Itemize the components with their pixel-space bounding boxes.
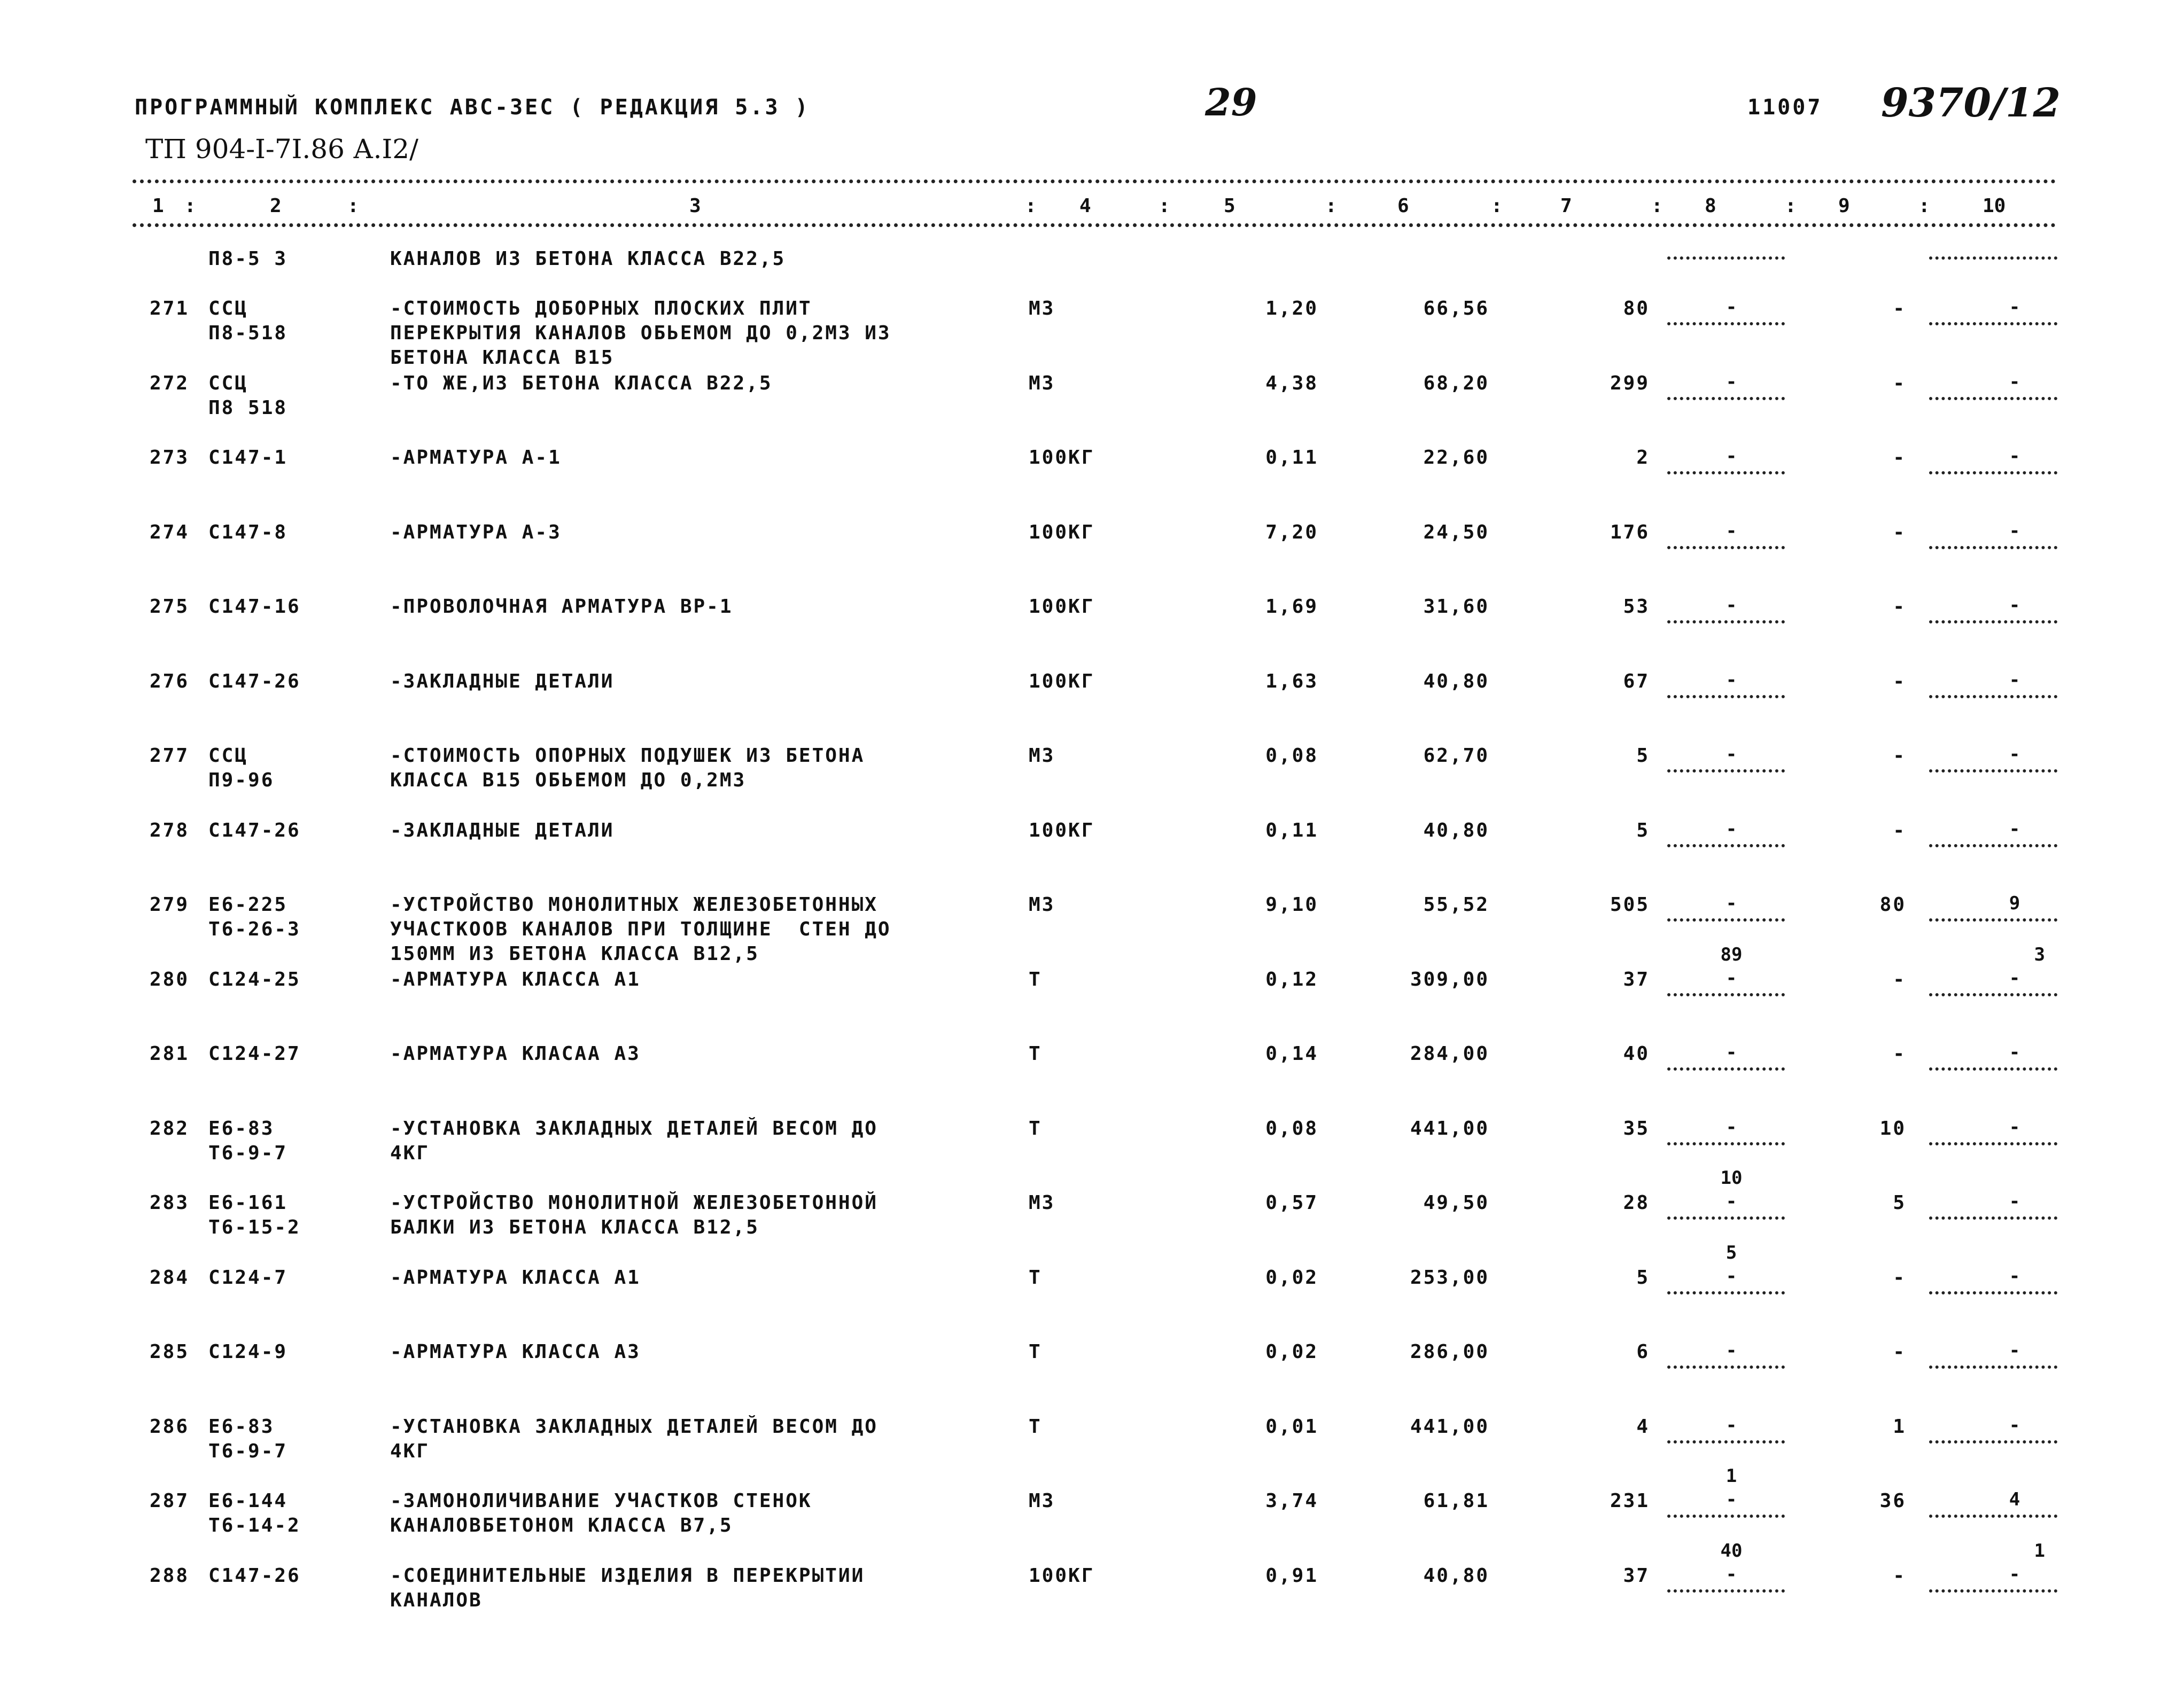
column-10-dash-line [1929, 1216, 2057, 1220]
work-description: -СОЕДИНИТЕЛЬНЫЕ ИЗДЕЛИЯ В ПЕРЕКРЫТИИ КАНАЛОВ [390, 1564, 865, 1611]
unit-of-measure: Т [1029, 1266, 1042, 1289]
column-8-value: - [1726, 1265, 1737, 1287]
column-9-value: - [1893, 596, 1906, 618]
column-9-value: 1 [1893, 1415, 1906, 1438]
col-separator: : [184, 195, 196, 217]
row-number: 275 [150, 596, 190, 618]
column-10-value: - [2009, 669, 2020, 691]
work-description: -АРМАТУРА КЛАССА А1 [390, 1266, 641, 1289]
column-8-value: - [1726, 893, 1737, 914]
total-cost: 176 [1610, 521, 1650, 543]
column-8-dash-line [1667, 1291, 1785, 1294]
work-description: -ТО ЖЕ,ИЗ БЕТОНА КЛАССА В22,5 [390, 372, 773, 394]
column-8-dash-line [1667, 322, 1785, 325]
quantity: 4,38 [1265, 372, 1318, 394]
unit-of-measure: 100КГ [1029, 819, 1095, 841]
column-10-dash-line [1929, 1291, 2057, 1294]
total-cost: 5 [1636, 1266, 1650, 1289]
column-8-dash-line [1667, 1589, 1785, 1593]
norm-code: С147-26 [208, 1564, 301, 1587]
unit-of-measure: Т [1029, 1043, 1042, 1065]
total-cost: 37 [1623, 1564, 1650, 1587]
norm-code: С124-7 [208, 1266, 288, 1289]
column-10-value: - [2009, 520, 2020, 542]
table-row [0, 595, 2184, 669]
row-number: 271 [150, 298, 190, 319]
column-10-dash-line [1929, 1142, 2057, 1145]
total-cost: 6 [1636, 1341, 1650, 1363]
norm-code: С147-26 [208, 819, 301, 841]
column-8-value: - [1726, 1116, 1737, 1138]
row-number: 273 [150, 447, 190, 469]
column-10-value: - [2009, 818, 2020, 840]
col-header-2: 2 [270, 195, 282, 217]
row-number: 274 [150, 521, 190, 543]
work-description: -АРМАТУРА А-3 [390, 521, 562, 543]
column-10-dash-line [1929, 695, 2057, 698]
work-description: -АРМАТУРА КЛАССА А3 [390, 1341, 641, 1363]
column-10-dash-line [1929, 1589, 2057, 1593]
row-number: 284 [150, 1266, 190, 1289]
column-9-value: - [1893, 298, 1906, 319]
col-separator: : [1918, 195, 1930, 217]
column-8-value: - [1726, 1042, 1737, 1063]
unit-of-measure: 100КГ [1029, 670, 1095, 692]
continuation-description: КАНАЛОВ ИЗ БЕТОНА КЛАССА В22,5 [390, 248, 786, 270]
norm-code: С124-27 [208, 1043, 301, 1065]
column-8-value: - [1726, 371, 1737, 393]
total-cost: 67 [1623, 670, 1650, 692]
work-description: -АРМАТУРА КЛАССА А1 [390, 968, 641, 990]
unit-price: 441,00 [1410, 1415, 1489, 1438]
unit-price: 309,00 [1410, 968, 1489, 990]
total-cost: 2 [1636, 447, 1650, 469]
work-description: -УСТРОЙСТВО МОНОЛИТНЫХ ЖЕЛЕЗОБЕТОННЫХ УЧАСТКООВ КАНАЛОВ ПРИ ТОЛЩИНЕ СТЕН ДО 150ММ ИЗ БЕТОНА КЛАССА В12,5 [390, 894, 891, 965]
unit-of-measure: 100КГ [1029, 1564, 1095, 1587]
unit-of-measure: 100КГ [1029, 447, 1095, 469]
unit-price: 40,80 [1423, 670, 1489, 692]
unit-of-measure: 100КГ [1029, 596, 1095, 618]
norm-code: С147-16 [208, 596, 301, 618]
unit-of-measure: Т [1029, 1117, 1042, 1140]
column-10-dash-line [1929, 471, 2057, 474]
work-description: -УСТАНОВКА ЗАКЛАДНЫХ ДЕТАЛЕЙ ВЕСОМ ДО 4КГ [390, 1415, 878, 1462]
quantity: 1,69 [1265, 596, 1318, 618]
column-9-value: - [1893, 1564, 1906, 1587]
column-9-value: - [1893, 968, 1906, 990]
column-9-value: - [1893, 1266, 1906, 1289]
row-number: 277 [150, 745, 190, 767]
col-header-3: 3 [689, 195, 701, 217]
quantity: 0,57 [1265, 1192, 1318, 1214]
column-8-upper: 10 [1720, 1167, 1743, 1189]
unit-of-measure: М3 [1029, 372, 1055, 394]
column-8-value: - [1726, 1340, 1737, 1361]
column-10-dash-line [1929, 1515, 2057, 1518]
unit-of-measure: М3 [1029, 1192, 1055, 1214]
column-10-dash-line [1929, 769, 2057, 773]
column-10-value: - [2009, 744, 2020, 765]
column-9-value: - [1893, 1043, 1906, 1065]
column-8-dash-line [1667, 993, 1785, 996]
column-9-value: - [1893, 670, 1906, 692]
column-8-dash-line [1667, 620, 1785, 623]
norm-code: С124-9 [208, 1341, 288, 1363]
quantity: 7,20 [1265, 521, 1318, 543]
table-row [0, 1415, 2184, 1489]
quantity: 0,11 [1265, 447, 1318, 469]
unit-price: 24,50 [1423, 521, 1489, 543]
column-8-value: - [1726, 818, 1737, 840]
col-separator: : [1785, 195, 1797, 217]
column-9-value: 10 [1879, 1117, 1906, 1140]
unit-of-measure: М3 [1029, 298, 1055, 319]
table-row [0, 1540, 2184, 1638]
norm-code: ССЦ П8-518 [208, 298, 288, 344]
column-8-upper: 89 [1720, 943, 1743, 965]
column-9-value: - [1893, 521, 1906, 543]
column-8-dash-line [1667, 1216, 1785, 1220]
total-cost: 37 [1623, 968, 1650, 990]
column-10-value: - [2009, 1563, 2020, 1585]
quantity: 3,74 [1265, 1490, 1318, 1512]
column-10-dash-line [1929, 1366, 2057, 1369]
column-8-dash-line [1667, 1366, 1785, 1369]
unit-price: 31,60 [1423, 596, 1489, 618]
column-10-dash-line [1929, 620, 2057, 623]
row-number: 283 [150, 1192, 190, 1214]
quantity: 0,91 [1265, 1564, 1318, 1587]
unit-price: 40,80 [1423, 819, 1489, 841]
table-row [0, 446, 2184, 520]
unit-price: 61,81 [1423, 1490, 1489, 1512]
work-description: -ЗАМОНОЛИЧИВАНИЕ УЧАСТКОВ СТЕНОК КАНАЛОВБЕТОНОМ КЛАССА В7,5 [390, 1490, 812, 1536]
table-row [0, 818, 2184, 893]
document-code: 11007 [1747, 95, 1823, 120]
column-8-value: - [1726, 967, 1737, 989]
norm-code: ССЦ П8 518 [208, 372, 288, 419]
project-stamp: ТП 904-I-7I.86 А.I2/ [145, 134, 418, 165]
column-10-upper: 1 [2034, 1540, 2045, 1562]
total-cost: 5 [1636, 745, 1650, 767]
table-row [0, 1340, 2184, 1415]
norm-code: С147-8 [208, 521, 288, 543]
work-description: -АРМАТУРА А-1 [390, 447, 562, 469]
column-10-value: 4 [2009, 1489, 2020, 1510]
column-8-dash-line [1667, 1440, 1785, 1443]
column-9-value: - [1893, 372, 1906, 394]
table-top-rule [133, 180, 2056, 183]
column-8-value: - [1726, 1489, 1737, 1510]
column-9-value: - [1893, 819, 1906, 841]
column-10-dash-line [1929, 546, 2057, 549]
table-row [0, 893, 2184, 967]
total-cost: 505 [1610, 894, 1650, 916]
row-number: 287 [150, 1490, 190, 1512]
unit-price: 284,00 [1410, 1043, 1489, 1065]
work-description: -УСТАНОВКА ЗАКЛАДНЫХ ДЕТАЛЕЙ ВЕСОМ ДО 4КГ [390, 1117, 878, 1164]
column-8-dash-line [1667, 844, 1785, 847]
table-row [0, 520, 2184, 595]
work-description: -ЗАКЛАДНЫЕ ДЕТАЛИ [390, 670, 615, 692]
column-8-value: - [1726, 296, 1737, 318]
col-header-8: 8 [1705, 195, 1716, 217]
unit-price: 55,52 [1423, 894, 1489, 916]
work-description: -АРМАТУРА КЛАСАА А3 [390, 1043, 641, 1065]
table-row [0, 296, 2184, 371]
unit-of-measure: 100КГ [1029, 521, 1095, 543]
col-header-1: 1 [152, 195, 164, 217]
column-10-dash-line [1929, 397, 2057, 400]
unit-of-measure: Т [1029, 1341, 1042, 1363]
program-header: ПРОГРАММНЫЙ КОМПЛЕКС АВС-3ЕС ( РЕДАКЦИЯ 5.3 ) [135, 95, 810, 120]
norm-code: С147-26 [208, 670, 301, 692]
row-number: 272 [150, 372, 190, 394]
column-10-value: 9 [2009, 893, 2020, 914]
quantity: 0,11 [1265, 819, 1318, 841]
column-10-value: - [2009, 1340, 2020, 1361]
col-separator: : [1651, 195, 1663, 217]
continuation-dash-8 [1667, 256, 1785, 260]
column-10-value: - [2009, 1191, 2020, 1212]
column-8-value: - [1726, 1191, 1737, 1212]
quantity: 9,10 [1265, 894, 1318, 916]
col-separator: : [1025, 195, 1037, 217]
table-row [0, 371, 2184, 446]
unit-of-measure: М3 [1029, 1490, 1055, 1512]
column-8-dash-line [1667, 546, 1785, 549]
norm-code: Е6-83 Т6-9-7 [208, 1415, 288, 1462]
work-description: -СТОИМОСТЬ ОПОРНЫХ ПОДУШЕК ИЗ БЕТОНА КЛАССА В15 ОБЬЕМОМ ДО 0,2М3 [390, 745, 865, 791]
column-10-value: - [2009, 595, 2020, 616]
unit-of-measure: М3 [1029, 894, 1055, 916]
column-10-upper: 3 [2034, 943, 2045, 965]
column-9-value: - [1893, 745, 1906, 767]
work-description: -ПРОВОЛОЧНАЯ АРМАТУРА ВР-1 [390, 596, 733, 618]
row-number: 288 [150, 1564, 190, 1587]
col-header-5: 5 [1224, 195, 1235, 217]
unit-price: 441,00 [1410, 1117, 1489, 1140]
norm-code: С124-25 [208, 968, 301, 990]
unit-price: 253,00 [1410, 1266, 1489, 1289]
page-number: 29 [1205, 80, 1257, 124]
col-header-6: 6 [1397, 195, 1409, 217]
column-9-value: 5 [1893, 1192, 1906, 1214]
row-number: 285 [150, 1341, 190, 1363]
column-8-dash-line [1667, 1067, 1785, 1071]
row-number: 281 [150, 1043, 190, 1065]
norm-code: ССЦ П9-96 [208, 745, 275, 791]
row-number: 279 [150, 894, 190, 916]
unit-price: 49,50 [1423, 1192, 1489, 1214]
unit-of-measure: Т [1029, 1415, 1042, 1438]
column-8-upper: 40 [1720, 1540, 1743, 1562]
column-10-dash-line [1929, 844, 2057, 847]
column-10-dash-line [1929, 322, 2057, 325]
column-8-value: - [1726, 446, 1737, 467]
norm-code: Е6-161 Т6-15-2 [208, 1192, 301, 1238]
quantity: 0,12 [1265, 968, 1318, 990]
column-10-value: - [2009, 1414, 2020, 1436]
column-9-value: - [1893, 1341, 1906, 1363]
column-10-value: - [2009, 1116, 2020, 1138]
unit-of-measure: М3 [1029, 745, 1055, 767]
column-10-dash-line [1929, 1067, 2057, 1071]
continuation-code: П8-5 3 [208, 248, 288, 270]
norm-code: Е6-225 Т6-26-3 [208, 894, 301, 940]
unit-price: 22,60 [1423, 447, 1489, 469]
column-8-dash-line [1667, 769, 1785, 773]
quantity: 0,08 [1265, 1117, 1318, 1140]
column-8-upper: 1 [1726, 1465, 1737, 1487]
column-8-dash-line [1667, 1142, 1785, 1145]
column-10-dash-line [1929, 993, 2057, 996]
column-10-value: - [2009, 296, 2020, 318]
work-description: -СТОИМОСТЬ ДОБОРНЫХ ПЛОСКИХ ПЛИТ ПЕРЕКРЫТИЯ КАНАЛОВ ОБЬЕМОМ ДО 0,2М3 ИЗ БЕТОНА КЛАССА В15 [390, 298, 891, 369]
column-10-dash-line [1929, 918, 2057, 922]
unit-price: 66,56 [1423, 298, 1489, 319]
quantity: 0,08 [1265, 745, 1318, 767]
quantity: 0,02 [1265, 1341, 1318, 1363]
column-10-value: - [2009, 1042, 2020, 1063]
norm-code: С147-1 [208, 447, 288, 469]
unit-price: 62,70 [1423, 745, 1489, 767]
column-10-value: - [2009, 1265, 2020, 1287]
total-cost: 53 [1623, 596, 1650, 618]
table-row [0, 1117, 2184, 1191]
handwritten-doc-number: 9370/12 [1881, 80, 2061, 126]
column-10-dash-line [1929, 1440, 2057, 1443]
col-separator: : [1491, 195, 1503, 217]
total-cost: 40 [1623, 1043, 1650, 1065]
col-header-10: 10 [1983, 195, 2006, 217]
unit-price: 40,80 [1423, 1564, 1489, 1587]
column-8-value: - [1726, 744, 1737, 765]
column-8-value: - [1726, 1563, 1737, 1585]
norm-code: Е6-144 Т6-14-2 [208, 1490, 301, 1536]
unit-price: 68,20 [1423, 372, 1489, 394]
column-9-value: 36 [1879, 1490, 1906, 1512]
total-cost: 5 [1636, 819, 1650, 841]
table-row [0, 1465, 2184, 1564]
col-header-9: 9 [1838, 195, 1850, 217]
col-separator: : [1325, 195, 1337, 217]
total-cost: 4 [1636, 1415, 1650, 1438]
row-number: 286 [150, 1415, 190, 1438]
work-description: -ЗАКЛАДНЫЕ ДЕТАЛИ [390, 819, 615, 841]
total-cost: 80 [1623, 298, 1650, 319]
col-separator: : [347, 195, 359, 217]
row-number: 282 [150, 1117, 190, 1140]
total-cost: 231 [1610, 1490, 1650, 1512]
column-8-dash-line [1667, 695, 1785, 698]
column-8-value: - [1726, 520, 1737, 542]
column-10-value: - [2009, 371, 2020, 393]
total-cost: 28 [1623, 1192, 1650, 1214]
column-8-dash-line [1667, 397, 1785, 400]
table-row [0, 1167, 2184, 1266]
unit-price: 286,00 [1410, 1341, 1489, 1363]
column-8-dash-line [1667, 1515, 1785, 1518]
table-row [0, 1042, 2184, 1117]
table-row [0, 744, 2184, 818]
table-row [0, 943, 2184, 1042]
total-cost: 299 [1610, 372, 1650, 394]
column-8-upper: 5 [1726, 1242, 1737, 1263]
quantity: 0,01 [1265, 1415, 1318, 1438]
row-number: 280 [150, 968, 190, 990]
table-row [0, 669, 2184, 744]
column-10-value: - [2009, 446, 2020, 467]
total-cost: 35 [1623, 1117, 1650, 1140]
column-8-dash-line [1667, 471, 1785, 474]
work-description: -УСТРОЙСТВО МОНОЛИТНОЙ ЖЕЛЕЗОБЕТОННОЙ БАЛКИ ИЗ БЕТОНА КЛАССА В12,5 [390, 1192, 878, 1238]
col-separator: : [1159, 195, 1170, 217]
quantity: 0,14 [1265, 1043, 1318, 1065]
column-8-value: - [1726, 595, 1737, 616]
quantity: 0,02 [1265, 1266, 1318, 1289]
unit-of-measure: Т [1029, 968, 1042, 990]
col-header-7: 7 [1560, 195, 1572, 217]
column-10-value: - [2009, 967, 2020, 989]
row-number: 278 [150, 819, 190, 841]
row-number: 276 [150, 670, 190, 692]
table-header-rule [133, 223, 2056, 227]
quantity: 1,63 [1265, 670, 1318, 692]
continuation-dash-10 [1929, 256, 2057, 260]
column-9-value: 80 [1879, 894, 1906, 916]
table-row [0, 1242, 2184, 1340]
column-9-value: - [1893, 447, 1906, 469]
norm-code: Е6-83 Т6-9-7 [208, 1117, 288, 1164]
column-8-value: - [1726, 669, 1737, 691]
quantity: 1,20 [1265, 298, 1318, 319]
col-header-4: 4 [1079, 195, 1091, 217]
column-8-value: - [1726, 1414, 1737, 1436]
column-8-dash-line [1667, 918, 1785, 922]
